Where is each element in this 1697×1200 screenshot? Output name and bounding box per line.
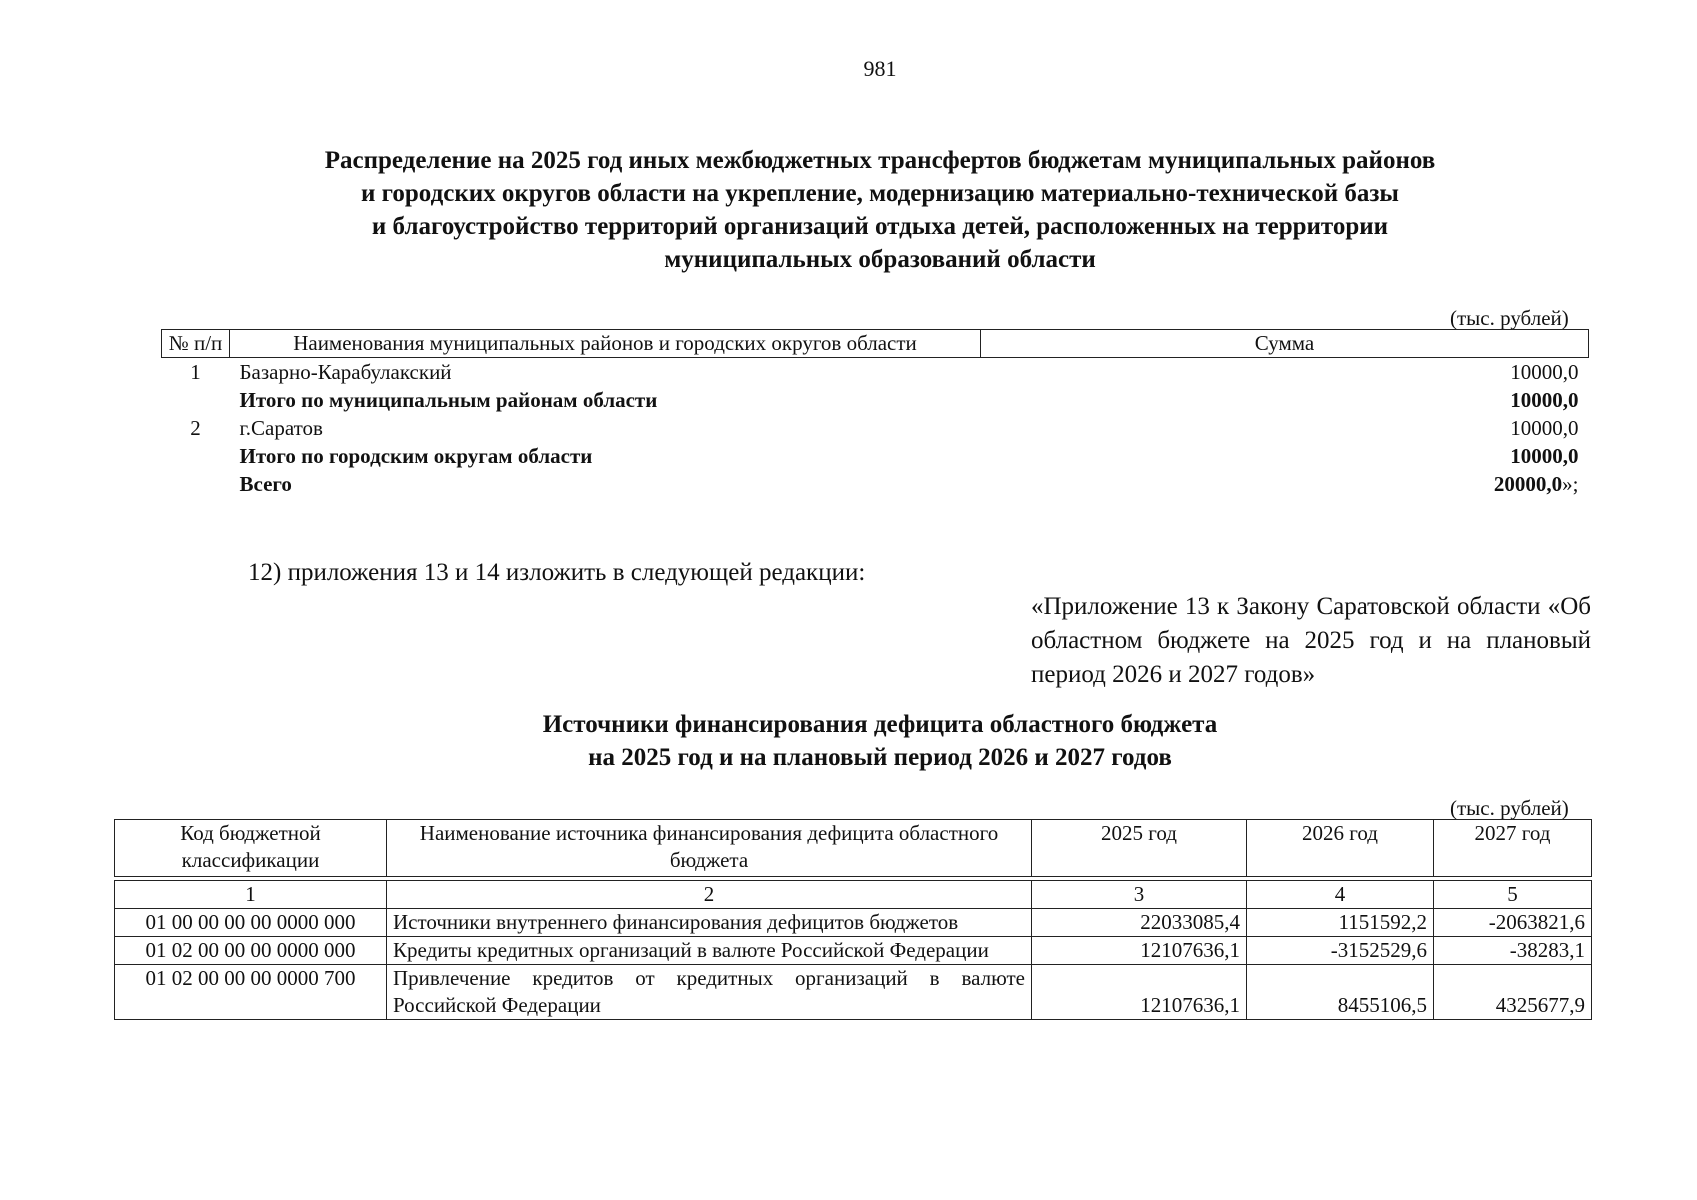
header-name: Наименование источника финансирования дефицита областного бюджета xyxy=(387,820,1032,877)
row-2025: 22033085,4 xyxy=(1032,909,1247,937)
table-header-row xyxy=(115,820,1592,877)
header-name: Наименования муниципальных районов и городских округов области xyxy=(230,330,981,358)
table-row xyxy=(115,937,1592,965)
row-amount: 10000,0 xyxy=(1510,360,1579,384)
row-amount: 10000,0 xyxy=(1510,388,1579,412)
header-2027: 2027 год xyxy=(1434,820,1592,877)
row-2027: -38283,1 xyxy=(1434,937,1592,965)
appendix-caption: «Приложение 13 к Закону Саратовской области «Об областном бюджете на 2025 год и на плановый период 2026 и 2027 годов» xyxy=(1031,593,1591,688)
page-number: 981 xyxy=(863,56,897,81)
row-amount-cell xyxy=(981,470,1589,498)
row-name: Базарно-Карабулакский xyxy=(239,360,452,384)
row-2026: -3152529,6 xyxy=(1247,937,1434,965)
row-name: Привлечение кредитов от кредитных организаций в валюте Российской Федерации xyxy=(387,965,1032,1020)
row-amount: 10000,0 xyxy=(1510,444,1579,468)
row-name: Итого по муниципальным районам области xyxy=(239,388,658,412)
section1-title-line: и благоустройство территорий организаций отдыха детей, расположенных на территории xyxy=(371,213,1389,240)
row-name: Итого по городским округам области xyxy=(239,444,593,468)
section1-title-line: Распределение на 2025 год иных межбюджетных трансфертов бюджетам муниципальных районов xyxy=(324,147,1436,174)
table-row xyxy=(162,414,1589,442)
column-number: 4 xyxy=(1247,881,1434,909)
column-number: 1 xyxy=(115,881,387,909)
row-num xyxy=(162,442,230,470)
row-num: 2 xyxy=(190,416,201,440)
header-sum: Сумма xyxy=(981,330,1589,358)
header-code: Код бюджетной классификации xyxy=(115,820,387,877)
row-num xyxy=(162,386,230,414)
row-code: 01 00 00 00 00 0000 000 xyxy=(115,909,387,937)
section1-title-line: и городских округов области на укрепление, модернизацию материально-технической базы xyxy=(361,180,1399,207)
section2-title-line: Источники финансирования дефицита областного бюджета xyxy=(542,711,1218,738)
section1-units: (тыс. рублей) xyxy=(1450,306,1569,330)
row-2026: 8455106,5 xyxy=(1247,965,1434,1020)
table-header-row xyxy=(162,330,1589,358)
section2-title xyxy=(230,708,1530,774)
row-amount: 10000,0 xyxy=(1510,416,1579,440)
column-number: 2 xyxy=(387,881,1032,909)
table-row xyxy=(115,909,1592,937)
row-2025: 12107636,1 xyxy=(1032,937,1247,965)
row-amount: 20000,0 xyxy=(1493,472,1563,496)
row-name: Кредиты кредитных организаций в валюте Российской Федерации xyxy=(387,937,1032,965)
row-code: 01 02 00 00 00 0000 000 xyxy=(115,937,387,965)
table-row-total xyxy=(162,386,1589,414)
column-number: 5 xyxy=(1434,881,1592,909)
table-row-total xyxy=(162,442,1589,470)
row-num: 1 xyxy=(190,360,201,384)
section1-title-line: муниципальных образований области xyxy=(664,246,1096,273)
table-row xyxy=(162,358,1589,387)
row-2025: 12107636,1 xyxy=(1032,965,1247,1020)
table-row xyxy=(115,965,1592,1020)
column-number: 3 xyxy=(1032,881,1247,909)
section1-title xyxy=(230,144,1530,276)
header-num: № п/п xyxy=(162,330,230,358)
transfers-table xyxy=(161,329,1589,498)
paragraph-12: 12) приложения 13 и 14 изложить в следующей редакции: xyxy=(248,559,866,586)
row-name: Источники внутреннего финансирования дефицитов бюджетов xyxy=(387,909,1032,937)
row-name: Всего xyxy=(239,472,292,496)
table-row-grand-total xyxy=(162,470,1589,498)
closing-quote: »; xyxy=(1562,472,1579,496)
row-2027: -2063821,6 xyxy=(1434,909,1592,937)
row-2026: 1151592,2 xyxy=(1247,909,1434,937)
row-name: г.Саратов xyxy=(239,416,323,440)
deficit-sources-table xyxy=(114,819,1592,1020)
section2-units: (тыс. рублей) xyxy=(1450,796,1569,820)
row-2027: 4325677,9 xyxy=(1434,965,1592,1020)
row-code: 01 02 00 00 00 0000 700 xyxy=(115,965,387,1020)
column-number-row xyxy=(115,881,1592,909)
header-2025: 2025 год xyxy=(1032,820,1247,877)
header-2026: 2026 год xyxy=(1247,820,1434,877)
section2-title-line: на 2025 год и на плановый период 2026 и 2027 годов xyxy=(588,744,1172,771)
row-num xyxy=(162,470,230,498)
